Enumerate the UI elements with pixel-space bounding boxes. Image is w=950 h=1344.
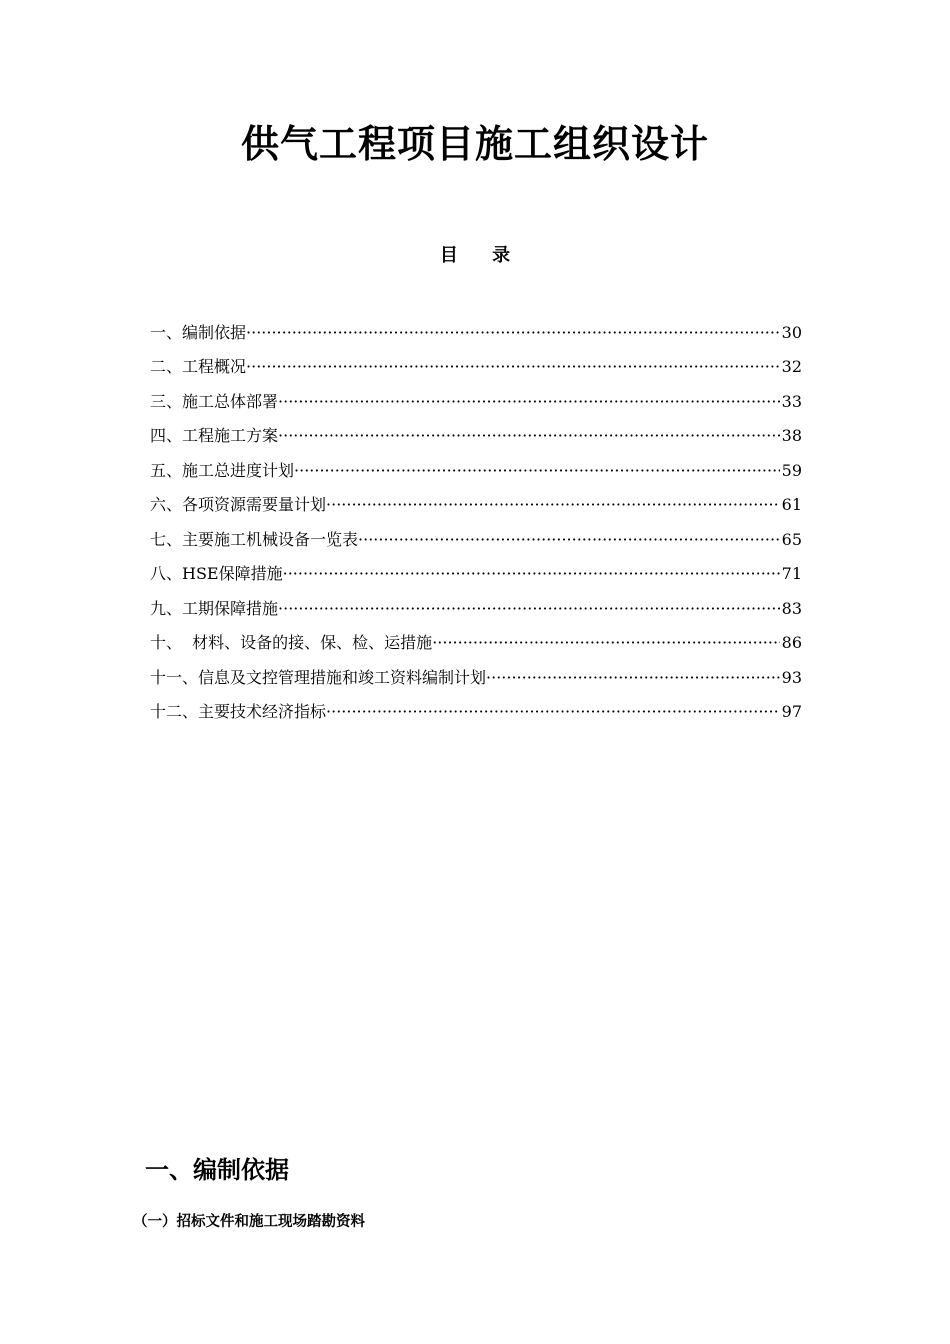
toc-leader-dots [278, 389, 780, 415]
toc-entry-label: 五、施工总进度计划 [150, 460, 295, 480]
toc-entry-page: 38 [781, 426, 802, 445]
toc-entry-label: 十一、信息及文控管理措施和竣工资料编制计划 [150, 667, 487, 687]
toc-entry[interactable] [150, 449, 802, 484]
toc-entry-label: 十、 材料、设备的接、保、检、运措施 [150, 633, 433, 652]
toc-leader-dots [326, 699, 780, 725]
toc-entry[interactable] [150, 622, 802, 657]
toc-entry-label: 三、施工总体部署 [150, 391, 279, 411]
toc-entry-page: 65 [781, 529, 802, 549]
section-heading: 一、编制依据 [145, 1156, 289, 1184]
toc-entry-page: 32 [781, 357, 802, 376]
toc-entry-label: 四、工程施工方案 [150, 426, 279, 445]
subsection-heading: （一）招标文件和施工现场踏勘资料 [133, 1214, 365, 1230]
toc-entry-page: 71 [781, 564, 802, 583]
toc-leader-dots [283, 561, 780, 587]
toc-entry[interactable] [150, 656, 802, 691]
toc-leader-dots [278, 596, 780, 622]
toc-entry-label: 九、工期保障措施 [150, 598, 279, 618]
toc-entry[interactable] [150, 311, 802, 346]
toc-entry-label: 六、各项资源需要量计划 [150, 495, 327, 514]
toc-entry-page: 33 [781, 391, 802, 411]
toc-leader-dots [486, 665, 780, 691]
toc-entry[interactable] [150, 553, 802, 588]
toc-entry-label: 十二、主要技术经济指标 [150, 702, 327, 721]
toc-leader-dots [358, 527, 780, 553]
toc-entry[interactable] [150, 518, 802, 553]
toc-entry-label: 八、HSE保障措施 [150, 564, 283, 583]
toc-entry-page: 86 [781, 633, 802, 652]
toc-entry-page: 83 [781, 598, 802, 618]
toc-entry-page: 97 [781, 702, 802, 721]
toc-entry[interactable] [150, 346, 802, 381]
toc-entry-page: 93 [781, 667, 802, 687]
toc-entry-page: 30 [781, 322, 802, 342]
toc-entry[interactable] [150, 380, 802, 415]
toc-entry-label: 七、主要施工机械设备一览表 [150, 529, 359, 549]
toc-leader-dots [278, 423, 780, 449]
page-title: 供气工程项目施工组织设计 [240, 122, 709, 166]
toc-leader-dots [246, 354, 780, 380]
toc-leader-dots [294, 458, 780, 484]
toc-entry[interactable] [150, 415, 802, 450]
toc-entry-page: 61 [781, 495, 802, 514]
toc-leader-dots [246, 320, 780, 346]
toc-entry-label: 一、编制依据 [150, 322, 247, 342]
toc-leader-dots [326, 492, 780, 518]
table-of-contents [150, 311, 802, 725]
toc-entry-page: 59 [781, 460, 802, 480]
toc-entry[interactable] [150, 691, 802, 726]
toc-entry-label: 二、工程概况 [150, 357, 247, 376]
toc-leader-dots [432, 630, 779, 656]
toc-entry[interactable] [150, 587, 802, 622]
toc-entry[interactable] [150, 484, 802, 519]
toc-heading: 目 录 [439, 245, 511, 266]
